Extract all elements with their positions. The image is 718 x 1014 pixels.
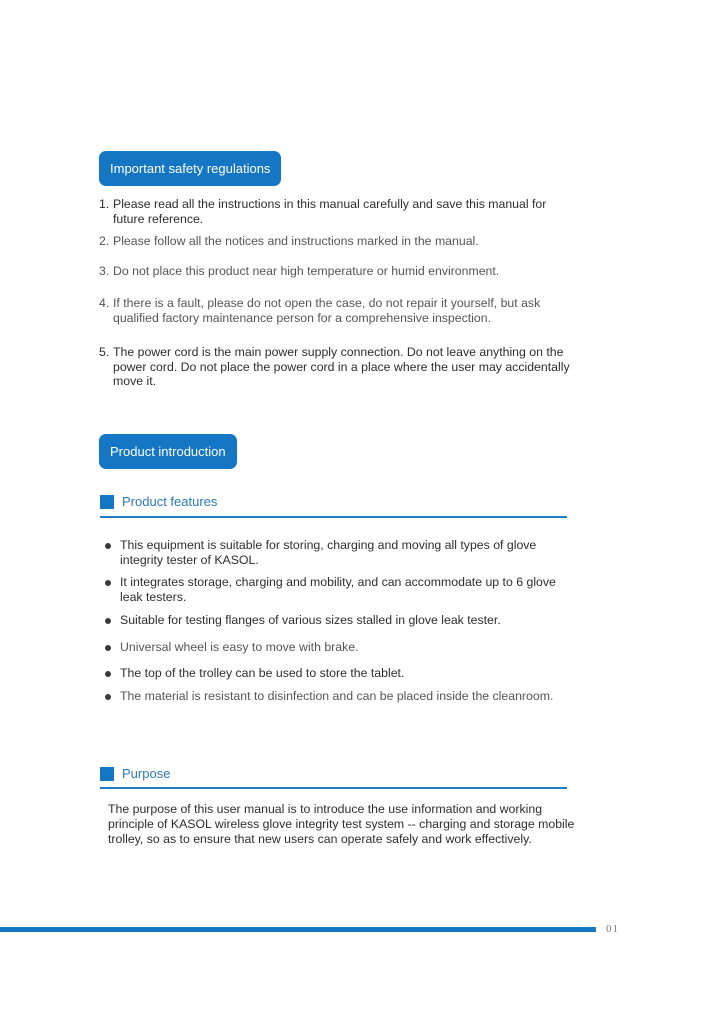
bullet-dot-icon	[105, 618, 111, 624]
section-title-product-introduction-label: Product introduction	[110, 444, 226, 459]
feature-text: Universal wheel is easy to move with brake.	[120, 640, 359, 654]
bullet-dot-icon	[105, 694, 111, 700]
features-heading-label: Product features	[122, 494, 218, 509]
features-heading	[100, 494, 400, 512]
feature-item	[100, 575, 580, 605]
rule-text: Please read all the instructions in this manual carefully and save this manual for future reference.	[113, 197, 547, 226]
rule-number: 2.	[99, 234, 110, 248]
feature-item	[100, 613, 501, 628]
rule-text: Please follow all the notices and instructions marked in the manual.	[113, 234, 479, 248]
rule-item	[99, 296, 579, 325]
feature-text: The material is resistant to disinfection and can be placed inside the cleanroom.	[120, 689, 554, 703]
section-title-safety	[99, 151, 281, 186]
feature-item	[100, 666, 404, 681]
rule-text: The power cord is the main power supply connection. Do not leave anything on the power cord. Do not place the power cord in a place where the user may accidentally move it.	[113, 345, 570, 388]
footer-bar	[0, 927, 596, 932]
feature-text: Suitable for testing flanges of various sizes stalled in glove leak tester.	[120, 613, 501, 627]
rule-number: 1.	[99, 197, 110, 211]
section-title-product-introduction	[99, 434, 237, 469]
rule-number: 5.	[99, 345, 110, 359]
purpose-heading	[100, 766, 400, 784]
features-divider	[100, 516, 567, 518]
purpose-heading-label: Purpose	[122, 766, 171, 781]
feature-item	[100, 689, 553, 704]
section-title-safety-label: Important safety regulations	[110, 161, 271, 176]
bullet-dot-icon	[105, 580, 111, 586]
page-number: 01	[606, 923, 619, 935]
rule-text: If there is a fault, please do not open the case, do not repair it yourself, but ask qualified factory maintenance person for a comprehensive inspection.	[113, 296, 541, 325]
rule-text: Do not place this product near high temperature or humid environment.	[113, 264, 500, 278]
rule-number: 4.	[99, 296, 110, 310]
purpose-paragraph: The purpose of this user manual is to introduce the use information and working principle of KASOL wireless glove integrity test system -- charging and storage mobile trolley, so as to ensure that new users can operate safely and work effectively.	[108, 802, 575, 846]
heading-square-marker	[100, 495, 114, 509]
rule-number: 3.	[99, 264, 110, 278]
heading-square-marker	[100, 767, 114, 781]
feature-item	[100, 538, 580, 568]
rule-item	[99, 197, 579, 226]
purpose-divider	[100, 787, 567, 789]
rule-item	[99, 345, 579, 389]
feature-text: It integrates storage, charging and mobility, and can accommodate up to 6 glove leak testers.	[120, 575, 556, 604]
feature-text: This equipment is suitable for storing, charging and moving all types of glove integrity tester of KASOL.	[120, 538, 537, 567]
bullet-dot-icon	[105, 671, 111, 677]
feature-text: The top of the trolley can be used to store the tablet.	[120, 666, 405, 680]
feature-item	[100, 640, 359, 655]
rule-item	[99, 234, 479, 249]
bullet-dot-icon	[105, 543, 111, 549]
bullet-dot-icon	[105, 645, 111, 651]
rule-item	[99, 264, 499, 279]
